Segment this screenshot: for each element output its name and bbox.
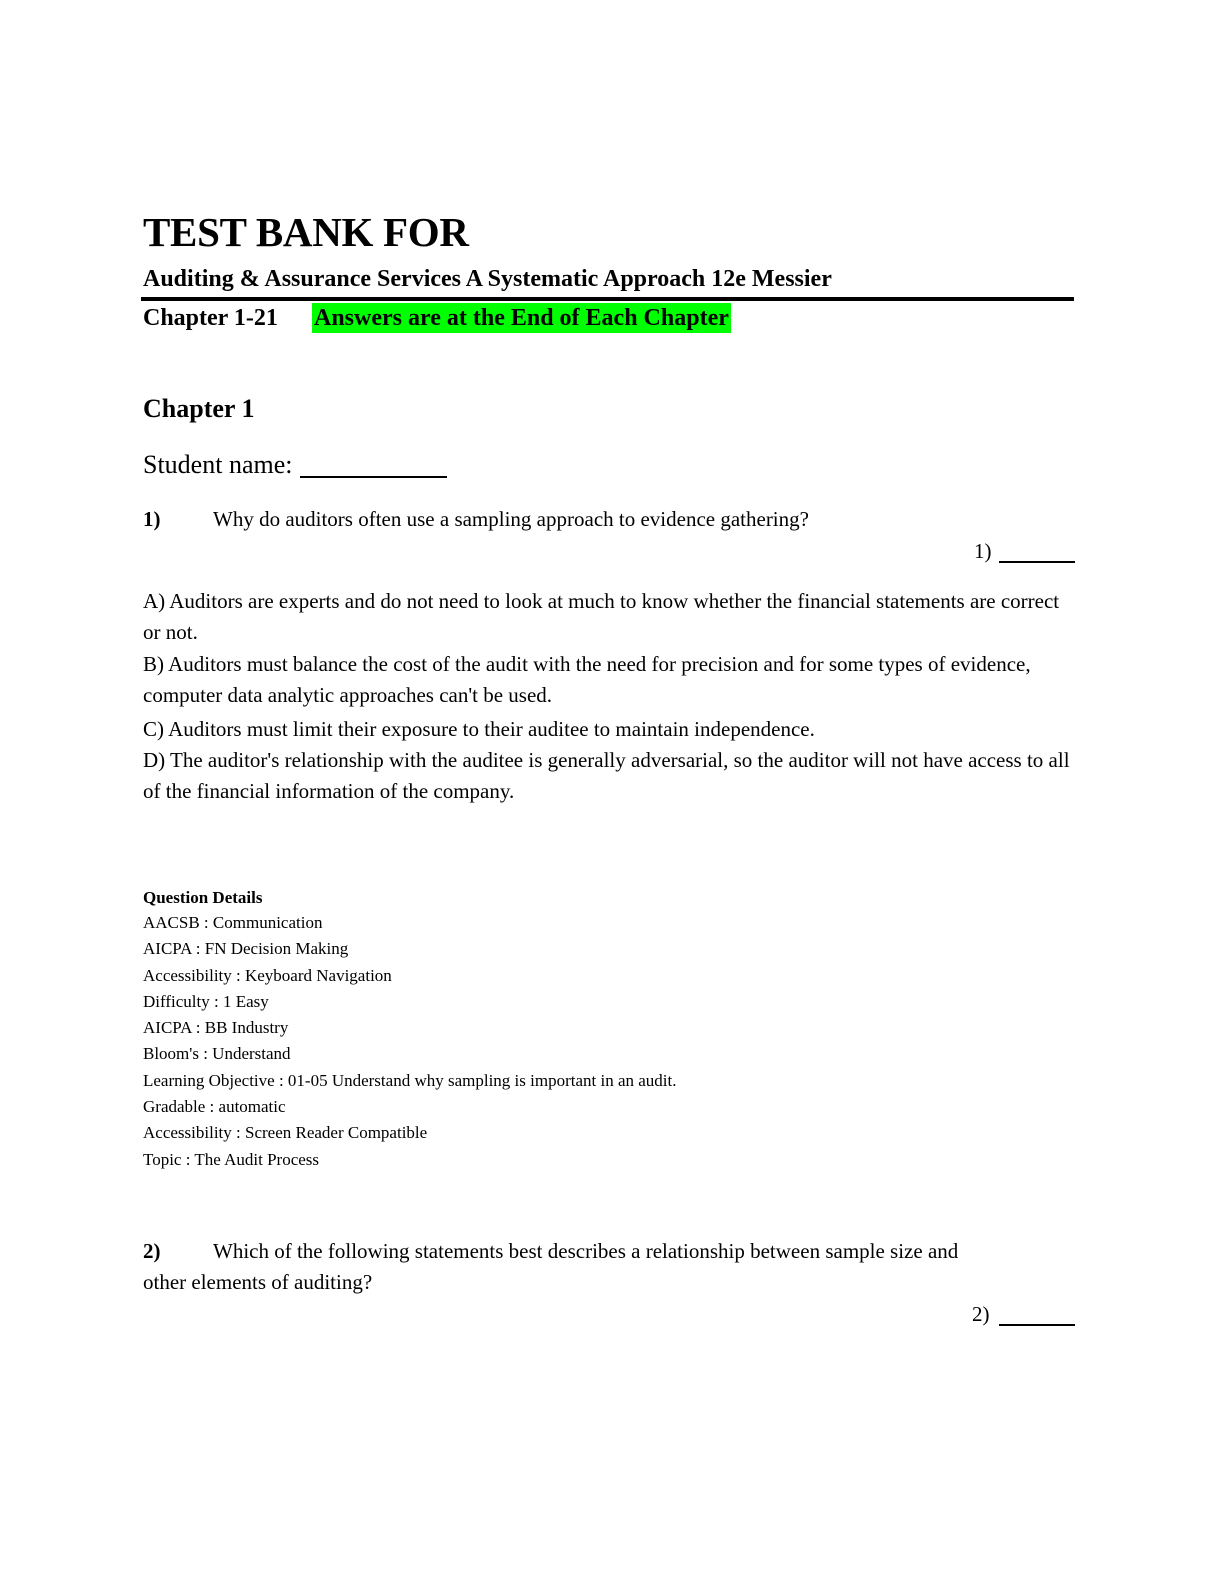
question-details-title: Question Details: [143, 888, 263, 907]
detail-gradable: Gradable : automatic: [143, 1097, 286, 1117]
student-name-label: Student name:: [143, 450, 293, 479]
question-1-option-b: B) Auditors must balance the cost of the audit with the need for precision and for some types of evidence, computer data analytic approaches can't be used.: [143, 652, 1031, 707]
question-1-number: 1): [143, 507, 161, 531]
detail-topic: Topic : The Audit Process: [143, 1149, 320, 1169]
detail-aicpa-fn: AICPA : FN Decision Making: [143, 939, 349, 959]
question-2-number: 2): [143, 1239, 161, 1263]
chapter-range: Chapter 1-21: [143, 305, 278, 331]
question-2-answer-blank[interactable]: [999, 1324, 1075, 1326]
document-title: TEST BANK FOR: [143, 209, 469, 255]
answers-note-highlight: Answers are at the End of Each Chapter: [314, 305, 729, 331]
detail-aicpa-bb: AICPA : BB Industry: [143, 1018, 289, 1038]
question-details-list: [143, 910, 677, 1173]
question-2-text-line1: Which of the following statements best describes a relationship between sample size and: [213, 1239, 959, 1263]
detail-learning-objective: Learning Objective : 01-05 Understand why sampling is important in an audit.: [143, 1070, 677, 1090]
chapter-heading: Chapter 1: [143, 394, 255, 423]
question-2-answer-label: 2): [972, 1302, 990, 1326]
book-subtitle: Auditing & Assurance Services A Systematic Approach 12e Messier: [143, 266, 832, 292]
detail-aacsb: AACSB : Communication: [143, 913, 323, 932]
detail-difficulty: Difficulty : 1 Easy: [143, 991, 269, 1011]
question-1-text: Why do auditors often use a sampling approach to evidence gathering?: [213, 507, 809, 531]
question-1-answer-blank[interactable]: [999, 561, 1075, 563]
question-1-option-a: A) Auditors are experts and do not need to look at much to know whether the financial statements are correct or not.: [143, 589, 1060, 644]
question-1-option-d: D) The auditor's relationship with the auditee is generally adversarial, so the auditor will not have access to all of the financial information of the company.: [143, 748, 1070, 803]
detail-accessibility-keyboard: Accessibility : Keyboard Navigation: [143, 965, 392, 985]
question-2-text-line2: other elements of auditing?: [143, 1270, 373, 1294]
detail-accessibility-screen-reader: Accessibility : Screen Reader Compatible: [143, 1123, 428, 1143]
question-1-answer-label: 1): [974, 539, 992, 563]
student-name-blank[interactable]: [300, 476, 447, 478]
question-1-option-c: C) Auditors must limit their exposure to their auditee to maintain independence.: [143, 717, 815, 741]
detail-blooms: Bloom's : Understand: [143, 1044, 291, 1064]
header-divider: [141, 297, 1074, 301]
